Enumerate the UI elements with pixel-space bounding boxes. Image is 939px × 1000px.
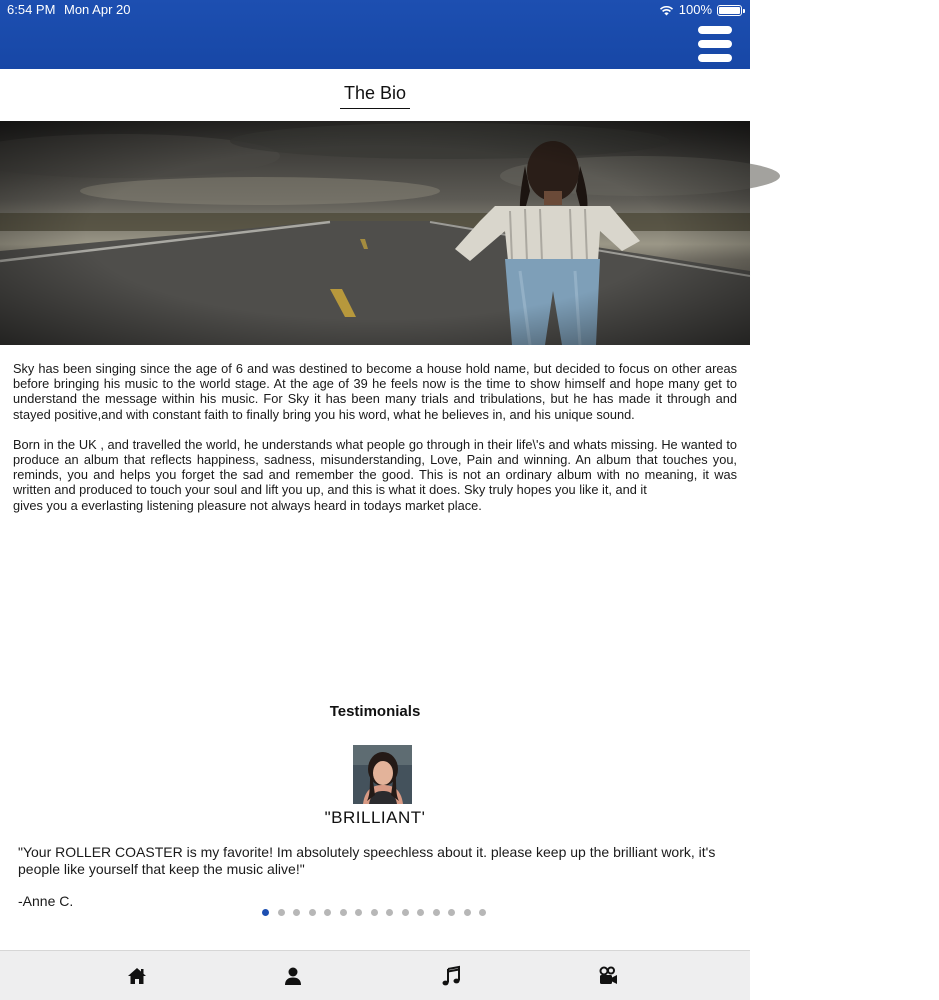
carousel-dot-6[interactable] <box>340 909 347 916</box>
bio-paragraph: Sky has been singing since the age of 6 and was destined to become a house hold name, but decided to focus on other areas before bringing his music to the world stage. At the age of 39 he feels now is the time to show himself and hope many get to understand the message within his music. For Sky it has been many trials and tribulations, but he has made it through and stayed positive,and with constant faith to finally bring you his word, what he believes in, and his unique sound. <box>13 361 737 422</box>
carousel-pagination <box>262 909 486 916</box>
carousel-dot-10[interactable] <box>402 909 409 916</box>
carousel-dot-7[interactable] <box>355 909 362 916</box>
bottom-tab-bar <box>0 950 750 1000</box>
bio-text <box>13 361 737 528</box>
status-right <box>659 0 939 924</box>
carousel-dot-5[interactable] <box>324 909 331 916</box>
tab-profile[interactable] <box>282 965 304 987</box>
carousel-dot-15[interactable] <box>479 909 486 916</box>
music-icon <box>440 965 462 987</box>
status-time: 6:54 PM <box>7 2 56 17</box>
bio-hero-image <box>0 121 750 345</box>
avatar-portrait <box>353 745 412 804</box>
testimonial-author: -Anne C. <box>18 893 74 909</box>
carousel-dot-2[interactable] <box>278 909 285 916</box>
carousel-dot-14[interactable] <box>464 909 471 916</box>
carousel-dot-1[interactable] <box>262 909 269 916</box>
carousel-dot-9[interactable] <box>386 909 393 916</box>
page-title: The Bio <box>340 83 410 109</box>
testimonial-quote: "Your ROLLER COASTER is my favorite! Im absolutely speechless about it. please keep up the brilliant work, it's people like yourself that keep the music alive!" <box>18 844 716 877</box>
battery-icon <box>717 5 742 16</box>
wifi-icon <box>659 5 674 16</box>
battery-percent: 100% <box>678 2 712 17</box>
carousel-dot-4[interactable] <box>309 909 316 916</box>
status-date: Mon Apr 20 <box>64 2 131 17</box>
carousel-dot-13[interactable] <box>448 909 455 916</box>
bio-paragraph: Born in the UK , and travelled the world, he understands what people go through in their life\'s and whats missing. He wanted to produce an album that reflects happiness, sadness, misunderstanding, Love, Pain and winning. An album that touches you, reminds, you and helps you forget the sad and remember the good. This is not an ordinary album with no meaning, it was written and produced to touch your soul and lift you up, and this is what it does. Sky truly hopes you like it, and it <box>13 436 737 498</box>
home-icon <box>126 965 148 987</box>
carousel-dot-3[interactable] <box>293 909 300 916</box>
testimonials-heading: Testimonials <box>329 703 421 720</box>
avatar <box>353 745 412 804</box>
carousel-dot-8[interactable] <box>371 909 378 916</box>
bio-paragraph: gives you a everlasting listening pleasure not always heard in todays market place. <box>13 497 482 513</box>
testimonial-title: "BRILLIANT' <box>324 808 426 827</box>
menu-bar-icon <box>698 54 732 62</box>
user-icon <box>282 965 304 987</box>
menu-bar-icon <box>698 26 732 34</box>
video-camera-icon <box>597 965 619 987</box>
carousel-dot-11[interactable] <box>417 909 424 916</box>
menu-bar-icon <box>698 40 732 48</box>
title-section <box>0 69 750 121</box>
hamburger-menu-button[interactable] <box>698 26 732 62</box>
signal-dots-icon: •••• <box>920 913 939 924</box>
tab-home[interactable] <box>126 965 148 987</box>
tab-music[interactable] <box>440 965 462 987</box>
tab-video[interactable] <box>597 965 619 987</box>
hero-illustration <box>0 121 750 345</box>
carousel-dot-12[interactable] <box>433 909 440 916</box>
